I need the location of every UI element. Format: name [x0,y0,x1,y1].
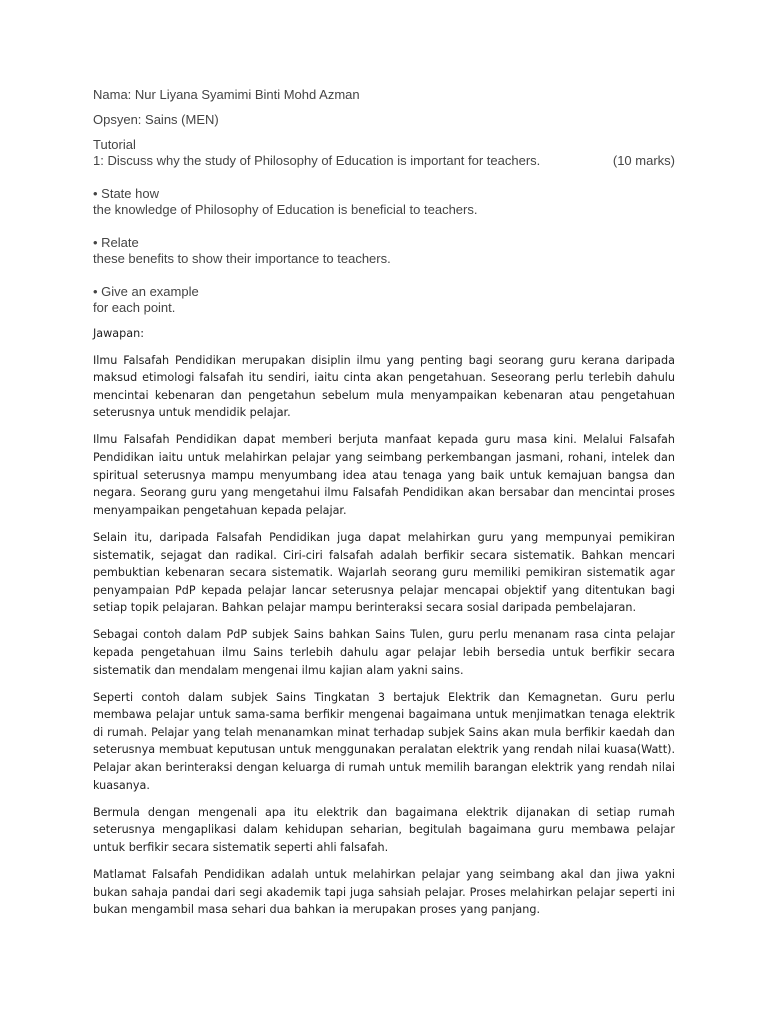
student-name: Nama: Nur Liyana Syamimi Binti Mohd Azman [93,87,360,102]
bullet-title: • State how [93,186,159,201]
answer-paragraph: Seperti contoh dalam subjek Sains Tingkatan 3 bertajuk Elektrik dan Kemagnetan. Guru perlu membawa pelajar untuk sama-sama berfikir mengenai bagaimana untuk menjimatkan tenaga elektrik di rumah. Pelajar yang telah menanamkan minat terhadap subjek Sains akan mula berfikir kaedah dan seterusnya membuat keputusan untuk menggunakan peralatan elektrik yang rendah nilai kuasa(Watt). Pelajar akan berinteraksi dengan keluarga di rumah untuk memilih barangan elektrik yang rendah nilai kuasanya. [93,690,675,792]
bullet-text: for each point. [93,300,176,315]
tutorial-question: 1: Discuss why the study of Philosophy of Education is important for teachers. [93,153,541,168]
bullet-text: the knowledge of Philosophy of Education is beneficial to teachers. [93,202,478,217]
answer-paragraph: Ilmu Falsafah Pendidikan dapat memberi berjuta manfaat kepada guru masa kini. Melalui Falsafah Pendidikan iaitu untuk melahirkan pelajar yang seimbang perkembangan jasmani, rohani, intelek dan spiritual seterusnya mampu menyumbang idea atau tenaga yang baik untuk kemajuan bangsa dan negara. Seorang guru yang mengetahui ilmu Falsafah Pendidikan akan bersabar dan mencintai proses menyampaikan pengetahuan kepada pelajar. [93,433,675,517]
bullet-item [93,186,675,218]
answer-paragraph: Selain itu, daripada Falsafah Pendidikan juga dapat melahirkan guru yang mempunyai pemikiran sistematik, sejagat dan radikal. Ciri-ciri falsafah adalah berfikir secara sistematik. Bahkan mencari pembuktian kebenaran secara sistematik. Wajarlah seorang guru memiliki pemikiran sistematik agar penyampaian PdP kepada pelajar lancar seterusnya pelajar mencapai objektif yang ditentukan bagi setiap topik pelajaran. Bahkan pelajar mampu berinteraksi secara sosial daripada pembelajaran. [93,530,675,615]
answer-paragraph: Bermula dengan mengenali apa itu elektrik dan bagaimana elektrik dijanakan di setiap rumah seterusnya mengaplikasi dalam kehidupan seharian, begitulah bagaimana guru membawa pelajar untuk berfikir secara sistematik seperti ahli falsafah. [93,805,675,854]
bullet-item [93,235,675,267]
bullet-text: these benefits to show their importance to teachers. [93,251,391,266]
answer-paragraph: Ilmu Falsafah Pendidikan merupakan disiplin ilmu yang penting bagi seorang guru kerana daripada maksud etimologi falsafah itu sendiri, iaitu cinta akan pengetahuan. Seseorang perlu terlebih dahulu mencintai kebenaran dan pengetahun sebelum mula menyampaikan kebenaran atau pengetahuan seterusnya untuk mendidik pelajar. [93,353,675,420]
tutorial-question-line [93,153,675,169]
tutorial-block [93,137,675,169]
answer-paragraph: Sebagai contoh dalam PdP subjek Sains bahkan Sains Tulen, guru perlu menanam rasa cinta pelajar kepada pengetahuan ilmu Sains terlebih dahulu agar pelajar lebih bersedia untuk berfikir secara sistematik dan mendalam mengenai ilmu kajian alam yakni sains. [93,628,675,677]
answer-paragraph: Matlamat Falsafah Pendidikan adalah untuk melahirkan pelajar yang seimbang akal dan jiwa yakni bukan sahaja pandai dari segi akademik tapi juga sahsiah pelajar. Proses melahirkan pelajar seperti ini bukan mengambil masa sehari dua bahkan ia merupakan proses yang panjang. [93,868,675,917]
question-marks: (10 marks) [612,153,675,168]
bullet-item [93,284,675,316]
bullet-title: • Give an example [93,284,199,299]
option-line: Opsyen: Sains (MEN) [93,112,219,127]
document-page [93,87,675,928]
bullet-title: • Relate [93,235,139,250]
answer-label: Jawapan: [93,327,144,340]
tutorial-label: Tutorial [93,137,136,152]
